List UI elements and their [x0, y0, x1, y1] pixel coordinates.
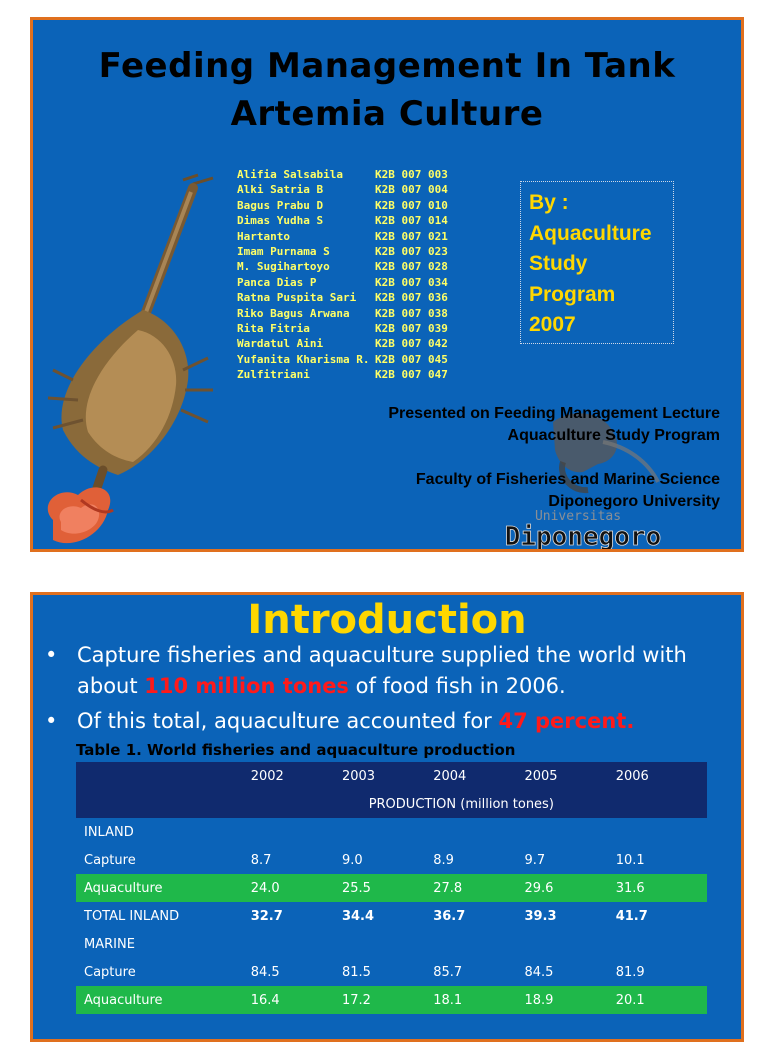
logo-text: Diponegoro — [504, 522, 662, 552]
member-list — [237, 167, 448, 383]
bullet-item: • Of this total, aquaculture accounted for 47 percent. — [45, 706, 735, 737]
title-line-1: Feeding Management In Tank — [98, 46, 676, 86]
table-subheader-row: PRODUCTION (million tones) — [76, 790, 707, 818]
title-slide — [30, 17, 744, 552]
table-row: Capture 84.5 81.5 85.7 84.5 81.9 — [84, 964, 645, 980]
slide-title: Introduction — [247, 597, 527, 643]
member-row: Yufanita Kharisma R. K2B 007 045 — [237, 352, 448, 366]
member-row: Zulfitriani K2B 007 047 — [237, 368, 448, 382]
member-row: Wardatul Aini K2B 007 042 — [237, 337, 448, 351]
member-row: Alki Satria B K2B 007 004 — [237, 183, 448, 197]
table-row: Aquaculture 16.4 17.2 18.1 18.9 20.1 — [76, 986, 707, 1014]
introduction-slide — [30, 592, 744, 1042]
member-row: Bagus Prabu D K2B 007 010 — [237, 198, 448, 212]
table-row: Capture 8.7 9.0 8.9 9.7 10.1 — [84, 852, 645, 868]
table-header-row: 2002 2003 2004 2005 2006 — [76, 762, 707, 790]
member-row: Dimas Yudha S K2B 007 014 — [237, 214, 448, 228]
slide-title — [33, 42, 741, 138]
member-row: M. Sugihartoyo K2B 007 028 — [237, 260, 448, 274]
member-row: Panca Dias P K2B 007 034 — [237, 275, 448, 289]
bullet-list — [45, 640, 735, 741]
member-row: Alifia Salsabila K2B 007 003 — [237, 168, 448, 181]
production-table — [76, 762, 707, 1014]
table-caption: Table 1. World fisheries and aquaculture production — [76, 741, 516, 759]
member-row: Ratna Puspita Sari K2B 007 036 — [237, 291, 448, 305]
table-row: MARINE — [84, 936, 135, 952]
logo-caption: Universitas — [534, 509, 622, 524]
member-row: Hartanto K2B 007 021 — [237, 229, 448, 243]
presented-info: Presented on Feeding Management Lecture Aquaculture Study Program Faculty of Fisheries and Marine Science Diponegoro University — [388, 405, 720, 510]
member-row: Riko Bagus Arwana K2B 007 038 — [237, 306, 448, 320]
bullet-item: • Capture fisheries and aquaculture supplied the world with about 110 million tones of food fish in 2006. — [45, 640, 735, 702]
table-row: TOTAL INLAND 32.7 34.4 36.7 39.3 41.7 — [84, 908, 648, 924]
artemia-image — [33, 170, 223, 550]
member-row: Rita Fitria K2B 007 039 — [237, 322, 448, 336]
by-box: By : Aquaculture Study Program 2007 — [520, 181, 674, 344]
bullet-icon: • — [45, 709, 58, 733]
title-line-2: Artemia Culture — [230, 94, 544, 134]
table-row: Aquaculture 24.0 25.5 27.8 29.6 31.6 — [76, 874, 707, 902]
member-row: Imam Purnama S K2B 007 023 — [237, 245, 448, 259]
bullet-icon: • — [45, 643, 58, 667]
table-row: INLAND — [84, 824, 134, 840]
